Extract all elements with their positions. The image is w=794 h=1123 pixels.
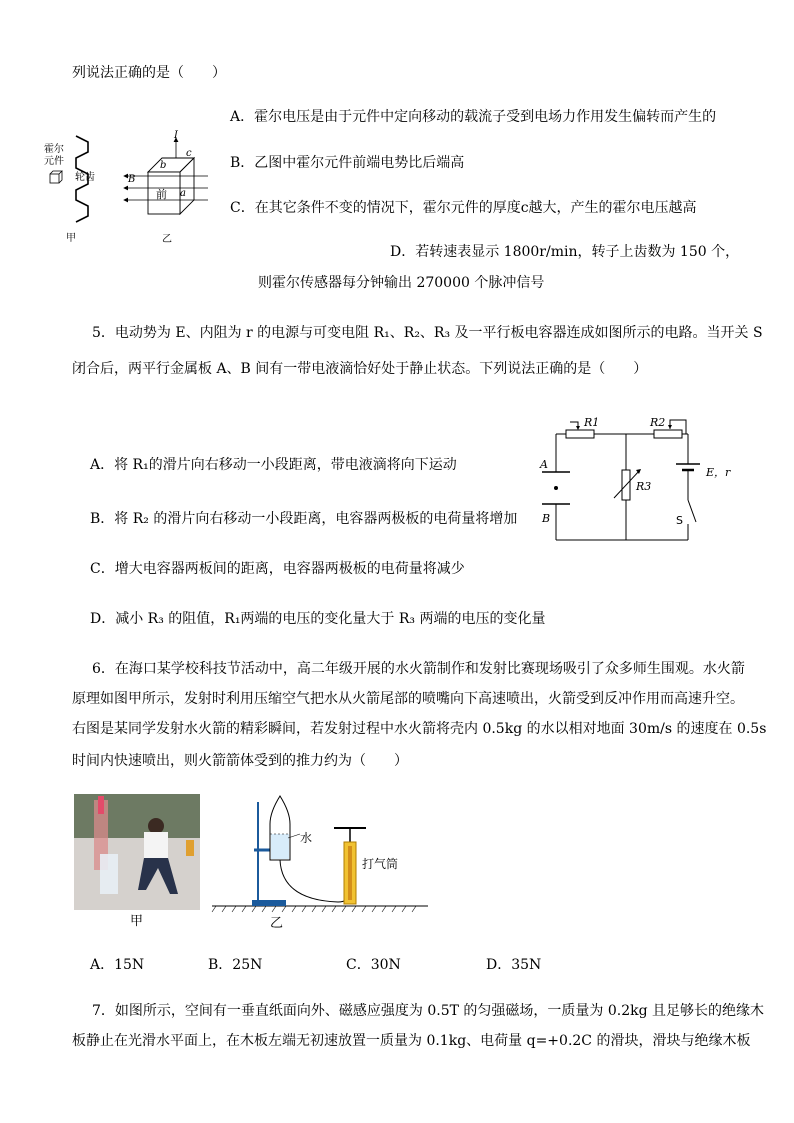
label-a: a bbox=[180, 188, 186, 199]
student-head bbox=[148, 818, 164, 834]
r1-label: R1 bbox=[584, 416, 600, 429]
ground-hatch bbox=[212, 906, 416, 912]
q5-option-a: A．将 R₁的滑片向右移动一小段距离，带电液滴将向下运动 bbox=[90, 457, 457, 473]
plate-a-label: A bbox=[540, 458, 548, 471]
q5-stem-line1: 5．电动势为 E、内阻为 r 的电源与可变电阻 R₁、R₂、R₃ 及一平行板电容器连成如图所示的电路。当开关 S bbox=[92, 325, 763, 341]
q4-figure-jia bbox=[40, 128, 120, 248]
gear-label: 轮齿 bbox=[75, 172, 95, 183]
hall-element-label-1: 霍尔 bbox=[44, 144, 64, 155]
q6-option-d: D．35N bbox=[486, 957, 542, 973]
q5-option-b: B．将 R₂ 的滑片向右移动一小段距离，电容器两极板的电荷量将增加 bbox=[90, 511, 518, 527]
q6-option-a: A．15N bbox=[90, 957, 145, 973]
q7-stem-line1: 7．如图所示，空间有一垂直纸面向外、磁感应强度为 0.5T 的匀强磁场，一质量为 0.2kg 且足够长的绝缘木 bbox=[92, 1003, 765, 1019]
q4-option-b: B．乙图中霍尔元件前端电势比后端高 bbox=[230, 155, 465, 171]
front-label: 前 bbox=[156, 188, 167, 201]
q6-photo-jia bbox=[74, 794, 200, 910]
q5-option-c: C．增大电容器两板间的距离，电容器两极板的电荷量将减少 bbox=[90, 561, 465, 577]
air-hose bbox=[280, 860, 350, 902]
resistor-r2 bbox=[654, 430, 682, 438]
fig-yi-caption: 乙 bbox=[162, 234, 172, 245]
q5-stem-line2: 闭合后，两平行金属板 A、B 间有一带电液滴恰好处于静止状态。下列说法正确的是（ ） bbox=[72, 361, 648, 377]
switch-s bbox=[688, 500, 696, 522]
q5-option-d: D．减小 R₃ 的阻值，R₁两端的电压的变化量大于 R₃ 两端的电压的变化量 bbox=[90, 611, 546, 627]
resistor-r1 bbox=[566, 430, 594, 438]
hall-element-cube bbox=[50, 171, 62, 183]
q6-caption-yi: 乙 bbox=[270, 916, 284, 931]
emf-label: E，r bbox=[706, 466, 731, 479]
q4-option-d-line2: 则霍尔传感器每分钟输出 270000 个脉冲信号 bbox=[258, 275, 545, 291]
student-shirt bbox=[144, 832, 168, 858]
q6-stem-line2: 原理如图甲所示，发射时利用压缩空气把水从火箭尾部的喷嘴向下高速喷出，火箭受到反冲作用而高速升空。 bbox=[72, 691, 744, 707]
q4-option-c: C．在其它条件不变的情况下，霍尔元件的厚度c越大，产生的霍尔电压越高 bbox=[230, 200, 697, 216]
q6-stem-line1: 6．在海口某学校科技节活动中，高二年级开展的水火箭制作和发射比赛现场吸引了众多师生围观。水火箭 bbox=[92, 661, 745, 677]
q4-stem-tail: 列说法正确的是（ ） bbox=[72, 65, 226, 81]
switch-label: S bbox=[676, 514, 683, 527]
q6-option-c: C．30N bbox=[346, 957, 401, 973]
fig-jia-caption: 甲 bbox=[66, 233, 76, 244]
charged-droplet bbox=[554, 486, 558, 490]
q4-option-a: A．霍尔电压是由于元件中定向移动的载流子受到电场力作用发生偏转而产生的 bbox=[230, 109, 717, 125]
water-label: 水 bbox=[300, 831, 313, 845]
field-label-b: B bbox=[128, 174, 136, 185]
r3-label: R3 bbox=[636, 480, 652, 493]
label-b: b bbox=[160, 160, 167, 171]
water-spray bbox=[100, 854, 118, 894]
q6-diagram-yi bbox=[208, 790, 438, 914]
q4-option-d-line1: D．若转速表显示 1800r/min，转子上齿数为 150 个， bbox=[390, 244, 740, 260]
q6-option-b: B．25N bbox=[208, 957, 263, 973]
q6-caption-jia: 甲 bbox=[130, 914, 144, 929]
plate-b-label: B bbox=[542, 512, 551, 525]
stand-base bbox=[252, 900, 286, 906]
rocket-icon bbox=[98, 796, 104, 814]
q6-stem-line3: 右图是某同学发射水火箭的精彩瞬间，若发射过程中水火箭将壳内 0.5kg 的水以相对地面 30m/s 的速度在 0.5s bbox=[72, 721, 767, 737]
label-c: c bbox=[186, 148, 192, 159]
hall-block bbox=[148, 158, 194, 214]
current-label: I bbox=[174, 130, 178, 141]
q5-circuit-diagram bbox=[530, 408, 750, 548]
q6-stem-line4: 时间内快速喷出，则火箭箭体受到的推力约为（ ） bbox=[72, 753, 408, 769]
hall-element-label-2: 元件 bbox=[44, 156, 64, 167]
r1-slider bbox=[570, 422, 578, 429]
q4-figure-yi bbox=[120, 130, 220, 248]
r2-label: R2 bbox=[650, 416, 666, 429]
pump-label: 打气筒 bbox=[362, 857, 399, 871]
q7-stem-line2: 板静止在光滑水平面上，在木板左端无初速放置一质量为 0.1kg、电荷量 q=+0.2C 的滑块，滑块与绝缘木板 bbox=[72, 1033, 751, 1049]
